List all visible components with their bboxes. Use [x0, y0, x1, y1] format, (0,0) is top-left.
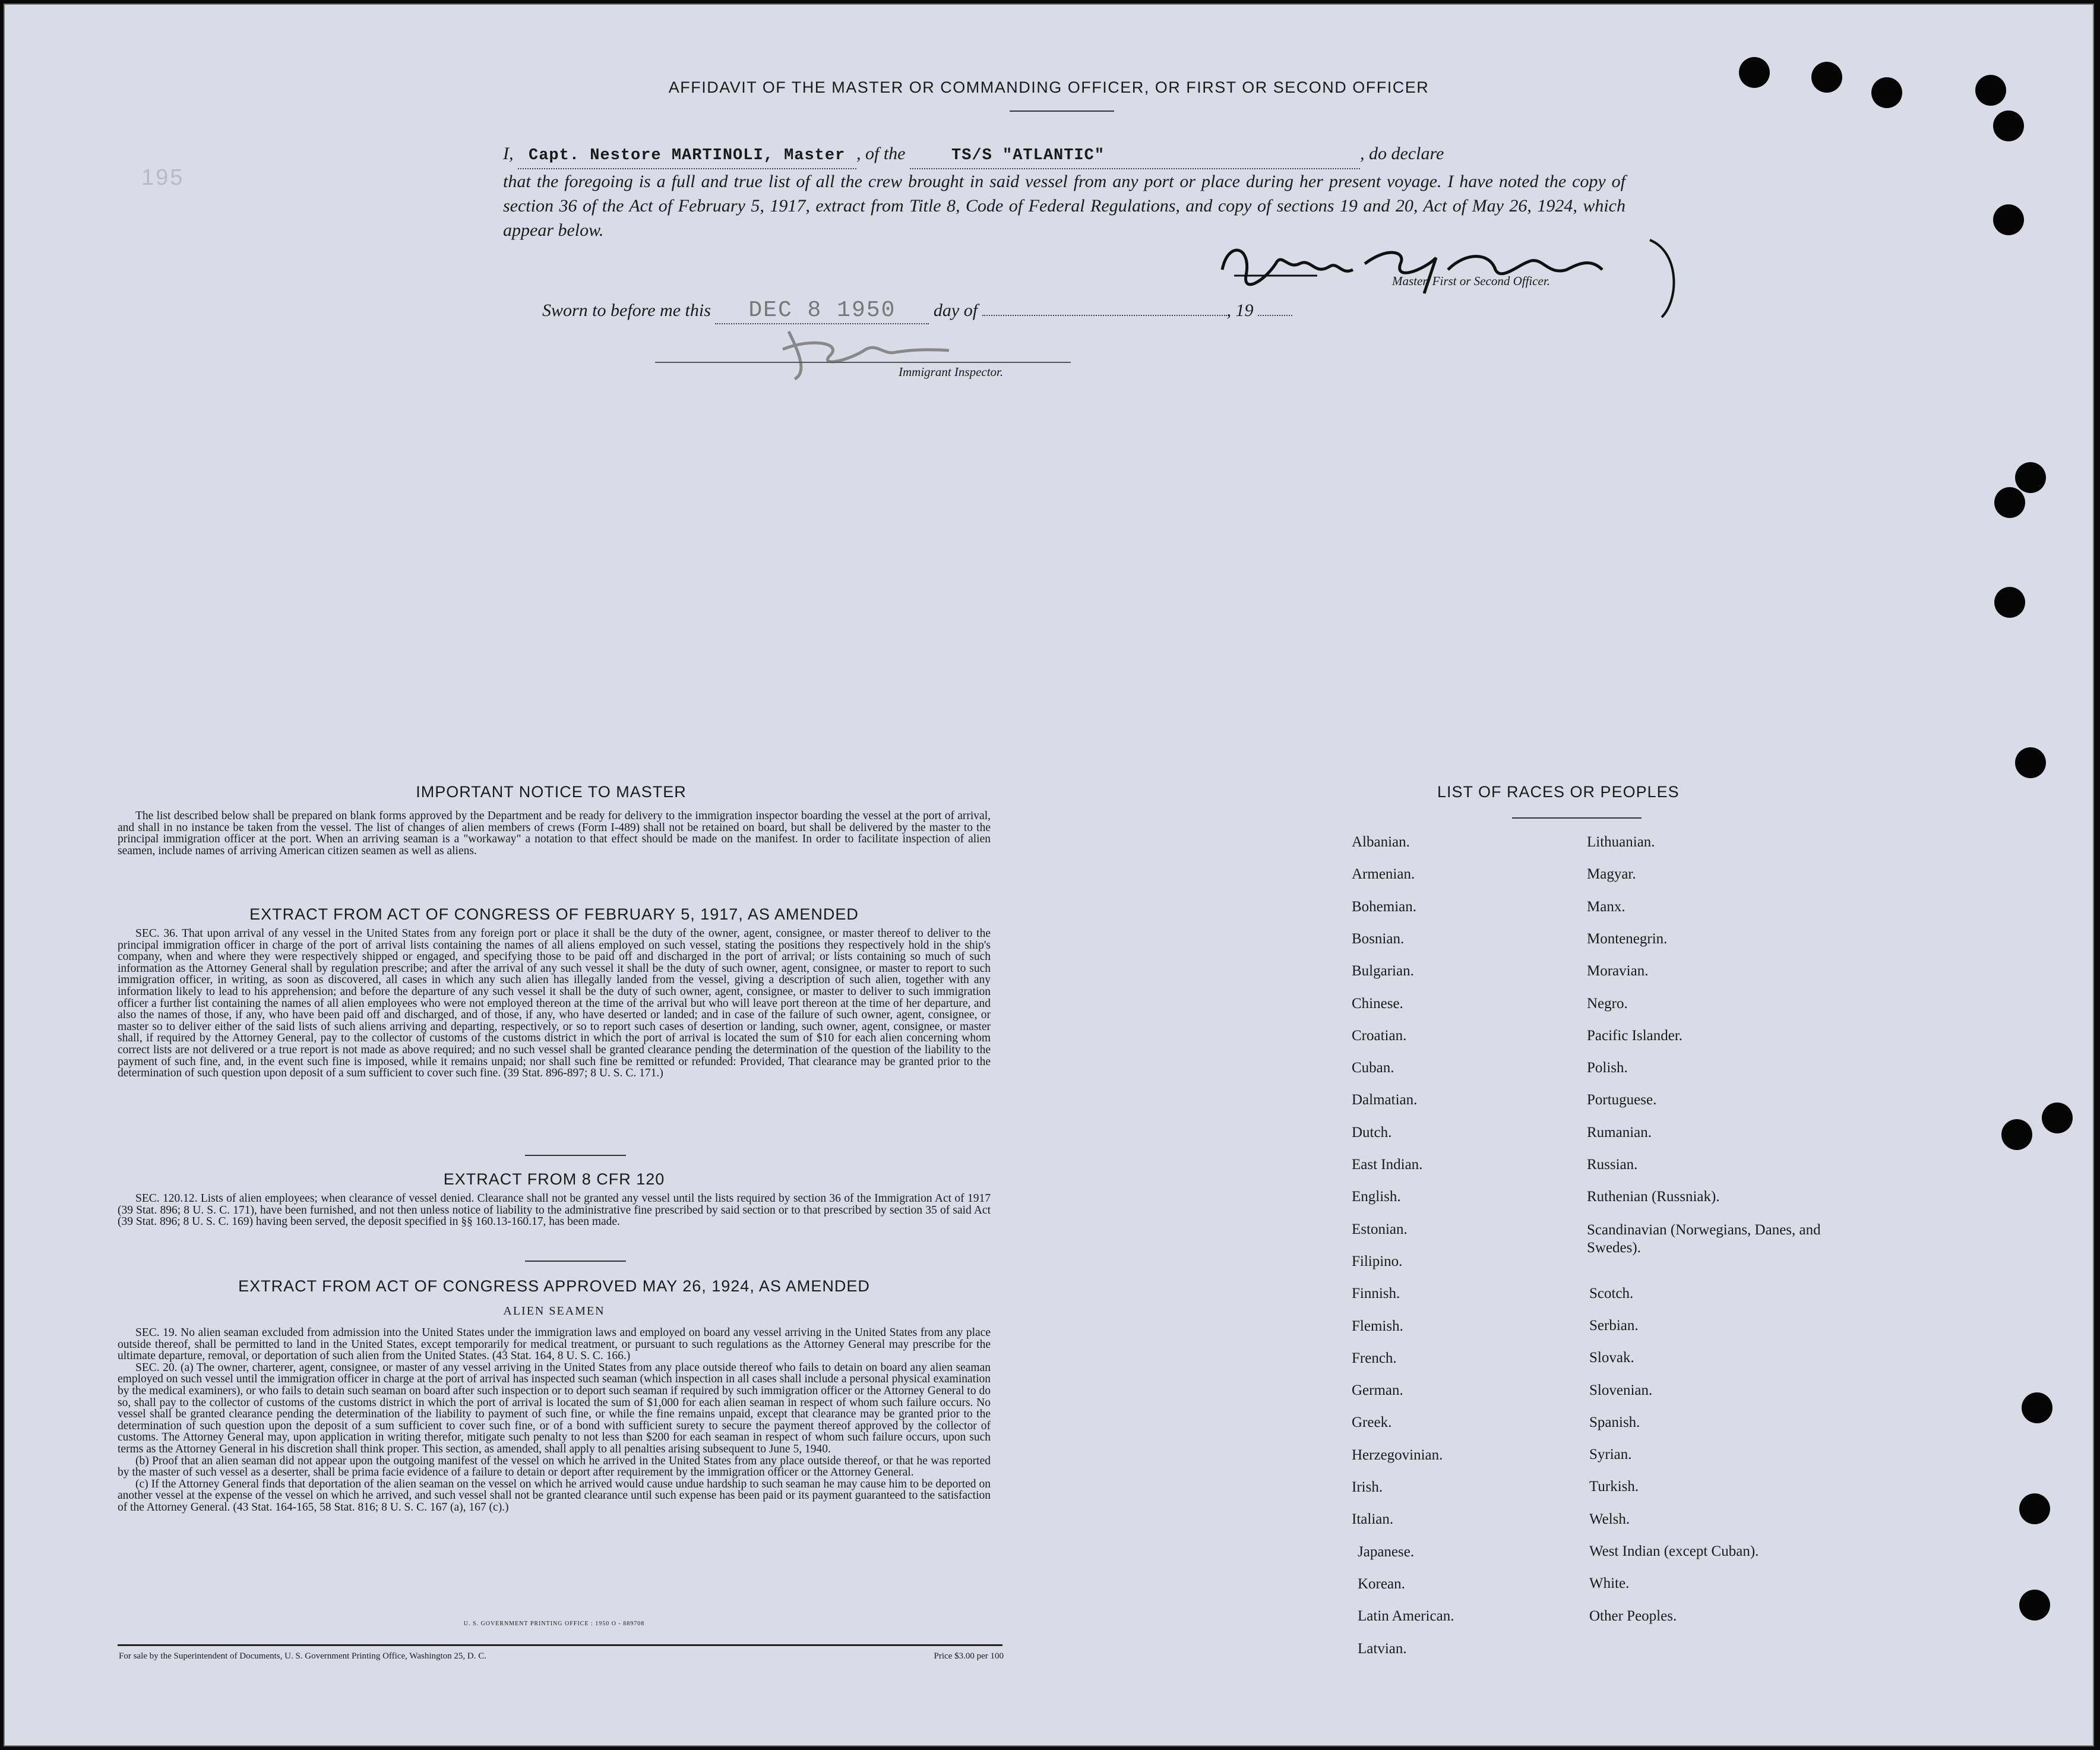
- race-item: Rumanian.: [1587, 1124, 1652, 1141]
- extract-cfr-text: SEC. 120.12. Lists of alien employees; when clearance of vessel denied. Clearance shall not be granted any vessel until the lists required by section 36 of the Immigration Act of 1917 (39 Stat. 896; 8 U. S. C. 171), have been furnished, and not then unless notice of liability to the administrative fine prescribed by said section or to that prescribed by section 35 of said Act (39 Stat. 896; 8 U. S. C. 169) having been served, the deposit specified in §§ 160.13-160.17, has been made.: [118, 1192, 991, 1228]
- affidavit-declaration: [503, 141, 1625, 242]
- sworn-prefix: Sworn to before me this: [542, 301, 711, 320]
- section-20c-paragraph: (c) If the Attorney General finds that deportation of the alien seaman on the vessel on which he arrived would cause undue hardship to such seaman he may cause him to be deported on another vessel at the expense of the vessel on which he arrived, and such vessel shall not be granted clearance until such expense has been paid or its payment guaranteed to the satisfaction of the Attorney General. (43 Stat. 164-165, 58 Stat. 816; 8 U. S. C. 167 (a), 167 (c).): [118, 1477, 991, 1514]
- race-item: East Indian.: [1352, 1157, 1423, 1173]
- notice-text: The list described below shall be prepared on blank forms approved by the Department and be ready for delivery to the immigration inspector boarding the vessel at the port of arrival, and shall in no instance be taken from the vessel. The list of changes of alien members of crews (Form I-489) shall not be retained on board, but shall be delivered by the master to the principal immigration officer at the port. When an arriving seaman is a "workaway" a notation to that effect should be made on the manifest. In order to facilitate inspection of alien seamen, include names of arriving American citizen seamen as well as aliens.: [118, 810, 991, 857]
- inspector-signature-line: [655, 362, 1071, 363]
- alien-seamen-subheading: ALIEN SEAMEN: [503, 1304, 605, 1318]
- date-stamp: DEC 8 1950: [748, 298, 896, 323]
- race-item: Manx.: [1587, 898, 1625, 915]
- section-19-paragraph: SEC. 19. No alien seaman excluded from admission into the United States under the immigration laws and employed on board any vessel arriving in the United States from any place outside thereof, shall be permitted to land in the United States, except temporarily for medical treatment, or pursuant to such regulations as the Attorney General may prescribe for the ultimate departure, removal, or deportation of such alien from the United States. (43 Stat. 164, 8 U. S. C. 166.): [118, 1326, 991, 1363]
- extract-1917-text: SEC. 36. That upon arrival of any vessel in the United States from any foreign port or place it shall be the duty of the owner, agent, consignee, or master thereof to deliver to the principal immigration officer in charge of the port of arrival lists containing the names of all aliens employed on such vessel, stating the positions they respectively hold in the ship's company, when and where they were respectively shipped or engaged, and specifying those to be paid off and discharged in the port of arrival; or lists containing so much of such information as the Attorney General shall by regulation prescribe; and after the arrival of any such vessel it shall be the duty of such owner, agent, consignee, or master to report to such immigration officer, in writing, as soon as discovered, all cases in which any such alien has illegally landed from the vessel, giving a description of such alien, together with any information likely to lead to his apprehension; and before the departure of any such vessel it shall be the duty of such owner, agent, consignee, or master to deliver to such immigration officer a further list containing the names of all alien employees who were not employed thereon at the time of the arrival but who will leave port thereon at the time of her departure, and also the names of those, if any, who have been paid off and discharged, and of those, if any, who have deserted or landed; and in case of the failure of such owner, agent, consignee, or master so to deliver either of the said lists of such aliens arriving and departing, respectively, or so to report such cases of desertion or landing, such owner, agent, consignee, or master shall, if required by the Attorney General, pay to the collector of customs of the customs district in which the port of arrival is located the sum of $10 for each alien concerning whom correct lists are not delivered or a true report is not made as above required; and no such vessel shall be granted clearance pending the determination of the question of the liability to the payment of such fine, and, in the event such fine is imposed, while it remains unpaid; nor shall such fine be remitted or refunded: Provided, That clearance may be granted prior to the determination of such question upon deposit of a sum sufficient to cover such fine. (39 Stat. 896-897; 8 U. S. C. 171.): [118, 927, 991, 1080]
- race-item: Polish.: [1587, 1060, 1628, 1076]
- race-item: Serbian.: [1589, 1317, 1639, 1334]
- punch-hole: [2042, 1103, 2073, 1133]
- race-item: Slovenian.: [1589, 1382, 1653, 1398]
- race-item: Cuban.: [1352, 1060, 1394, 1076]
- race-item: Irish.: [1352, 1479, 1383, 1495]
- race-item: Latin American.: [1358, 1608, 1454, 1625]
- punch-hole: [1993, 204, 2024, 235]
- year-prefix: , 19: [1226, 301, 1254, 320]
- margin-page-number: 195: [141, 165, 185, 190]
- race-item: Chinese.: [1352, 995, 1403, 1012]
- race-item: Montenegrin.: [1587, 930, 1668, 947]
- race-item: Lithuanian.: [1587, 834, 1655, 850]
- title-underline: [1010, 110, 1114, 112]
- punch-hole: [2019, 1493, 2050, 1524]
- punch-hole: [1994, 487, 2025, 518]
- race-item: Moravian.: [1587, 963, 1649, 980]
- race-item: Pacific Islander.: [1587, 1027, 1683, 1044]
- race-item: Finnish.: [1352, 1285, 1400, 1302]
- race-item: Croatian.: [1352, 1027, 1407, 1044]
- footer-rule: [118, 1644, 1002, 1646]
- footer: [119, 1651, 1004, 1661]
- race-item: Greek.: [1352, 1414, 1392, 1431]
- races-underline: [1512, 817, 1642, 819]
- extract-1917-heading: EXTRACT FROM ACT OF CONGRESS OF FEBRUARY 5, 1917, AS AMENDED: [249, 905, 859, 923]
- race-item: Herzegovinian.: [1352, 1446, 1443, 1463]
- punch-hole: [2001, 1119, 2032, 1150]
- race-item: Bosnian.: [1352, 930, 1405, 947]
- race-item: Spanish.: [1589, 1414, 1640, 1430]
- signature-caption: Master, First or Second Officer.: [1392, 274, 1550, 288]
- notice-heading: IMPORTANT NOTICE TO MASTER: [416, 783, 687, 801]
- section-20b-paragraph: (b) Proof that an alien seaman did not appear upon the outgoing manifest of the vessel on which he arrived in the United States from any place outside thereof, or that he was reported by the master of such vessel as a deserter, shall be prima facie evidence of a failure to detain or deport after requirement by the immigration officer or the Attorney General.: [118, 1454, 991, 1479]
- race-item: Armenian.: [1352, 866, 1415, 883]
- section-divider: [525, 1261, 626, 1262]
- race-item: Scotch.: [1589, 1285, 1634, 1302]
- day-of-label: day of: [933, 301, 978, 320]
- footer-sale-note: For sale by the Superintendent of Documents, U. S. Government Printing Office, Washington 25, D. C.: [119, 1651, 486, 1661]
- race-item: Albanian.: [1352, 834, 1410, 850]
- race-item: Welsh.: [1589, 1511, 1630, 1527]
- punch-hole: [1993, 110, 2024, 141]
- race-item: German.: [1352, 1382, 1403, 1399]
- declarant-name: Capt. Nestore MARTINOLI, Master: [529, 147, 846, 165]
- punch-hole: [2022, 1392, 2052, 1423]
- race-item: French.: [1352, 1350, 1397, 1366]
- race-item: Bulgarian.: [1352, 963, 1414, 980]
- race-item: Other Peoples.: [1589, 1607, 1677, 1624]
- race-item: Turkish.: [1589, 1479, 1639, 1495]
- section-divider: [525, 1155, 626, 1156]
- race-item: Ruthenian (Russniak).: [1587, 1189, 1720, 1205]
- race-item: Syrian.: [1589, 1446, 1632, 1463]
- footer-price: Price $3.00 per 100: [934, 1651, 1004, 1661]
- race-item: Negro.: [1587, 995, 1628, 1012]
- affidavit-title: AFFIDAVIT OF THE MASTER OR COMMANDING OFFICER, OR FIRST OR SECOND OFFICER: [668, 78, 1429, 96]
- race-item: Latvian.: [1358, 1640, 1407, 1657]
- punch-hole: [1994, 587, 2025, 618]
- punch-hole: [2019, 1590, 2050, 1621]
- race-item: Bohemian.: [1352, 898, 1417, 915]
- punch-hole: [2015, 462, 2046, 493]
- extract-cfr-heading: EXTRACT FROM 8 CFR 120: [443, 1170, 665, 1188]
- race-item: Dalmatian.: [1352, 1092, 1418, 1108]
- race-item: Japanese.: [1358, 1543, 1415, 1560]
- race-item: Scandinavian (Norwegians, Danes, and Swedes).: [1587, 1221, 1821, 1256]
- declaration-body: that the foregoing is a full and true list of all the crew brought in said vessel from any port or place during her present voyage. I have noted the copy of section 36 of the Act of February 5, 1917, extract from Title 8, Code of Federal Regulations, and copy of sections 19 and 20, Act of May 26, 1924, which appear below.: [503, 172, 1625, 240]
- race-item: Italian.: [1352, 1511, 1394, 1528]
- extract-1924-heading: EXTRACT FROM ACT OF CONGRESS APPROVED MAY 26, 1924, AS AMENDED: [238, 1277, 870, 1295]
- race-item: Estonian.: [1352, 1221, 1408, 1237]
- gpo-imprint: U. S. GOVERNMENT PRINTING OFFICE : 1950 O - 889708: [463, 1621, 645, 1627]
- race-item: Portuguese.: [1587, 1092, 1657, 1108]
- race-item: West Indian (except Cuban).: [1589, 1543, 1759, 1559]
- races-heading: LIST OF RACES OR PEOPLES: [1437, 783, 1680, 801]
- race-item: Dutch.: [1352, 1124, 1392, 1141]
- race-item: Slovak.: [1589, 1350, 1634, 1366]
- form-paper: [4, 4, 2094, 1746]
- race-item: Magyar.: [1587, 866, 1636, 883]
- punch-hole: [2015, 747, 2046, 778]
- race-item: Filipino.: [1352, 1253, 1403, 1269]
- section-20a-paragraph: SEC. 20. (a) The owner, charterer, agent, consignee, or master of any vessel arriving in the United States from any place outside thereof who fails to detain on board any alien seaman employed on such vessel until the immigration officer in charge at the port of arrival has inspected such seaman (which inspection in all cases shall include a personal physical examination by the medical examiners), or who fails to detain such seaman on board after such inspection or to deport such seaman if required by such immigration officer or the Attorney General to do so, shall pay to the collector of customs of the customs district in which the port of arrival is located the sum of $1,000 for each alien seaman in respect of whom such failure occurs. No vessel shall be granted clearance pending the determination of the liability to payment of such fine, or while the fine remains unpaid, except that clearance may be granted prior to the determination of such question upon the deposit of a sum sufficient to cover such fine, or of a bond with sufficient surety to secure the payment thereof approved by the collector of customs. The Attorney General may, upon application in writing therefor, mitigate such penalty to not less than $200 for each seaman in respect of whom such failure occurs, upon such terms as the Attorney General in his discretion shall think proper. This section, as amended, shall apply to all penalties arising subsequent to June 5, 1940.: [118, 1361, 991, 1455]
- extract-1924-text: [118, 1327, 991, 1514]
- race-item: White.: [1589, 1575, 1630, 1592]
- of-the-label: , of the: [856, 144, 906, 163]
- race-item: Russian.: [1587, 1157, 1638, 1173]
- race-item: Korean.: [1358, 1575, 1405, 1592]
- vessel-name: TS/S "ATLANTIC": [951, 147, 1105, 165]
- race-item: English.: [1352, 1189, 1401, 1205]
- declarant-prefix: I,: [503, 144, 514, 163]
- inspector-caption: Immigrant Inspector.: [899, 365, 1004, 379]
- do-declare-label: , do declare: [1360, 144, 1444, 163]
- race-item: Flemish.: [1352, 1318, 1403, 1334]
